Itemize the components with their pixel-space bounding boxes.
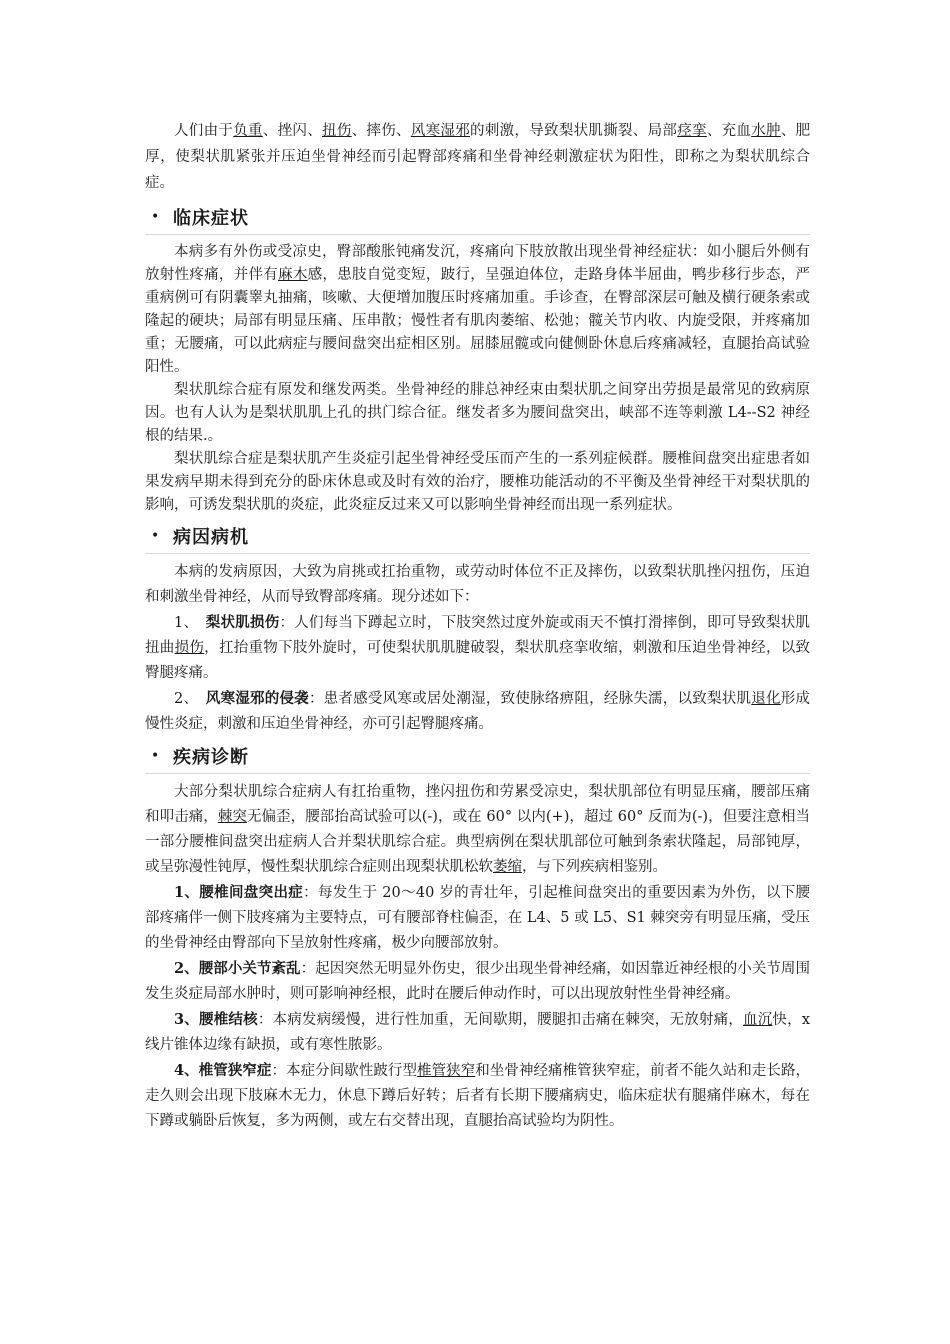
bullet-icon: •: [151, 748, 160, 764]
text-run: 大部分梨状肌综合症病人有扛抬重物，挫闪扭伤和劳累受凉史，梨状肌部位有明显压痛，腰部压痛和叩击痛，: [145, 784, 810, 825]
text-run: ，扛抬重物下肢外旋时，可使梨状肌肌腱破裂，梨状肌痉挛收缩，刺激和压迫坐骨神经，以致臀腿疼痛。: [145, 640, 811, 681]
paragraph: [145, 241, 810, 379]
section-heading-clinical-symptoms: [145, 200, 810, 235]
list-item: [145, 880, 810, 956]
underlined-term: 水肿: [751, 123, 781, 139]
text-run: ：每发生于 20～40 岁的青壮年，引起椎间盘突出的重要因素为外伤，以下腰部疼痛伴一侧下肢疼痛为主要特点，可有腰部脊柱偏歪，在 L4、5 或 L5、S1 棘突旁有明显压痛，受压的坐骨神经由臀部向下呈放射性疼痛，极少向腰部放射。: [145, 885, 810, 951]
section-title: 疾病诊断: [173, 747, 249, 768]
underlined-term: 萎缩: [493, 859, 522, 875]
document-page: [145, 118, 810, 1134]
list-item: [145, 1007, 810, 1058]
underlined-term: 麻木: [278, 267, 308, 283]
underlined-term: 风寒湿邪: [410, 123, 471, 139]
text-run: 本病的发病原因，大致为肩挑或扛抬重物，或劳动时体位不正及摔伤，以致梨状肌挫闪扭伤，压迫和刺激坐骨神经，从而导致臀部疼痛。现分述如下：: [145, 564, 810, 605]
bullet-icon: •: [151, 528, 160, 544]
bold-term: 3、腰椎结核: [174, 1011, 258, 1028]
text-run: 无偏歪，腰部抬高试验可以(-)，或在 60° 以内(+)，超过 60° 反而为(-)，但要注意相当一部分腰椎间盘突出症病人合并梨状肌综合症。典型病例在梨状肌部位可触到条索状隆起，局部钝厚，或呈弥漫性钝厚，慢性梨状肌综合症则出现梨状肌松软: [145, 809, 811, 875]
text-run: 1、: [174, 615, 206, 631]
underlined-term: 棘突: [217, 809, 247, 825]
paragraph: [145, 379, 810, 448]
bold-term: 风寒湿邪的侵袭: [205, 690, 309, 707]
paragraph: [145, 560, 810, 610]
underlined-term: 血沉: [743, 1012, 773, 1028]
text-run: ：患者感受风寒或居处潮湿，致使脉络痹阻，经脉失濡，以致梨状肌: [308, 691, 752, 707]
bold-term: 2、腰部小关节紊乱: [174, 960, 301, 977]
text-run: 、摔伤、: [351, 123, 411, 139]
text-run: 和坐骨神经痛椎管狭窄症，前者不能久站和走长路，走久则会出现下肢麻木无力，休息下蹲后好转；后者有长期下腰痛病史，临床症状有腿痛伴麻木，每在下蹲或躺卧后恢复，多为两侧，或左右交替出现，直腿抬高试验均为阴性。: [145, 1063, 811, 1129]
list-item: [145, 686, 810, 737]
underlined-term: 损伤: [174, 640, 205, 656]
list-item: [145, 610, 810, 686]
underlined-term: 痉挛: [677, 123, 707, 139]
paragraph: [145, 448, 810, 517]
paragraph: [145, 780, 810, 880]
text-run: 快，x 线片锥体边缘有缺损，或有寒性脓影。: [145, 1012, 811, 1053]
text-run: 人们由于: [174, 123, 234, 139]
bold-term: 4、椎管狭窄症: [174, 1062, 272, 1079]
text-run: 、充血: [706, 123, 752, 139]
list-item: [145, 956, 810, 1007]
text-run: 本病多有外伤或受凉史，臀部酸胀钝痛发沉，疼痛向下肢放散出现坐骨神经症状：如小腿后外侧有放射性疼痛，并伴有: [145, 244, 810, 283]
text-run: 形成慢性炎症，刺激和压迫坐骨神经，亦可引起臀腿疼痛。: [145, 691, 811, 732]
text-run: 梨状肌综合症是梨状肌产生炎症引起坐骨神经受压而产生的一系列症候群。腰椎间盘突出症患者如果发病早期未得到充分的卧床休息或及时有效的治疗，腰椎功能活动的不平衡及坐骨神经干对梨状肌的影响，可诱发梨状肌的炎症，此炎症反过来又可以影响坐骨神经而出现一系列症状。: [145, 451, 810, 513]
text-run: ：本病发病缓慢，进行性加重，无间歇期，腰腿扣击痛在棘突，无放射痛，: [257, 1012, 744, 1028]
intro-paragraph: [145, 118, 810, 196]
list-item: [145, 1058, 810, 1134]
underlined-term: 椎管狭窄: [417, 1063, 476, 1079]
text-run: ，与下列疾病相鉴别。: [522, 859, 667, 875]
underlined-term: 负重: [233, 123, 263, 139]
section-heading-etiology: [145, 519, 810, 554]
text-run: 梨状肌综合症有原发和继发两类。坐骨神经的腓总神经束由梨状肌之间穿出劳损是最常见的致病原因。也有人认为是梨状肌肌上孔的拱门综合征。继发者多为腰间盘突出，峡部不连等刺激 L4--S2 神经根的结果.。: [145, 382, 810, 444]
bullet-icon: •: [151, 209, 160, 225]
text-run: 感，患肢自觉变短，跛行，呈强迫体位，走路身体半屈曲，鸭步移行步态，严重病例可有阴囊睾丸抽痛，咳嗽、大便增加腹压时疼痛加重。手诊查，在臀部深层可触及横行硬条索或隆起的硬块；局部有明显压痛、压串散；慢性者有肌肉萎缩、松弛；髋关节内收、内旋受限，并疼痛加重；无腰痛，可以此病症与腰间盘突出症相区别。屈膝屈髋或向健侧卧休息后疼痛减轻，直腿抬高试验阳性。: [145, 267, 811, 375]
underlined-term: 退化: [751, 691, 781, 707]
section-heading-diagnosis: [145, 739, 810, 774]
section-title: 病因病机: [173, 527, 249, 548]
text-run: ：人们每当下蹲起立时，下肢突然过度外旋或雨天不慎打滑摔倒，即可导致梨状肌扭曲: [145, 615, 811, 656]
bold-term: 1、腰椎间盘突出症: [174, 884, 304, 901]
text-run: 、肥厚，使梨状肌紧张并压迫坐骨神经而引起臀部疼痛和坐骨神经刺激症状为阳性，即称之为梨状肌综合症。: [145, 123, 811, 191]
text-run: 2、: [174, 691, 206, 707]
section-title: 临床症状: [173, 208, 249, 229]
text-run: ：本症分间歇性跛行型: [271, 1063, 418, 1079]
bold-term: 梨状肌损伤: [205, 614, 280, 631]
text-run: 、挫闪、: [262, 123, 323, 139]
text-run: 的刺激，导致梨状肌撕裂、局部: [470, 123, 678, 139]
underlined-term: 扭伤: [322, 123, 352, 139]
text-run: ：起因突然无明显外伤史，很少出现坐骨神经痛，如因靠近神经根的小关节周围发生炎症局部水肿时，则可影响神经根，此时在腰后伸动作时，可以出现放射性坐骨神经痛。: [145, 961, 810, 1002]
